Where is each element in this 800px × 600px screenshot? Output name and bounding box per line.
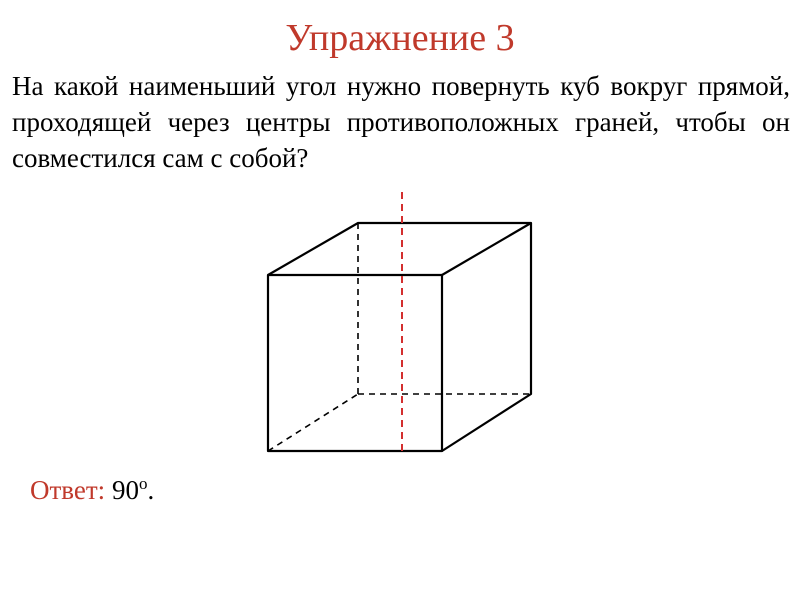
hidden-edge-left-bottom — [268, 394, 358, 451]
visible-edges — [268, 223, 531, 451]
answer-label: Ответ: — [30, 475, 106, 505]
answer — [30, 472, 154, 508]
question-text: На какой наименьший угол нужно повернуть куб вокруг прямой, проходящей через центры противоположных граней, чтобы он совместился сам с собой? — [12, 71, 790, 173]
answer-suffix: . — [147, 475, 155, 505]
slide-title: Упражнение 3 — [285, 17, 515, 59]
top-face — [268, 223, 531, 275]
answer-value — [112, 475, 154, 505]
right-face — [442, 223, 531, 451]
hidden-edges — [268, 223, 531, 451]
answer-number: 90 — [111, 475, 139, 505]
front-face — [268, 275, 442, 451]
answer-degree-sign: o — [138, 474, 148, 493]
